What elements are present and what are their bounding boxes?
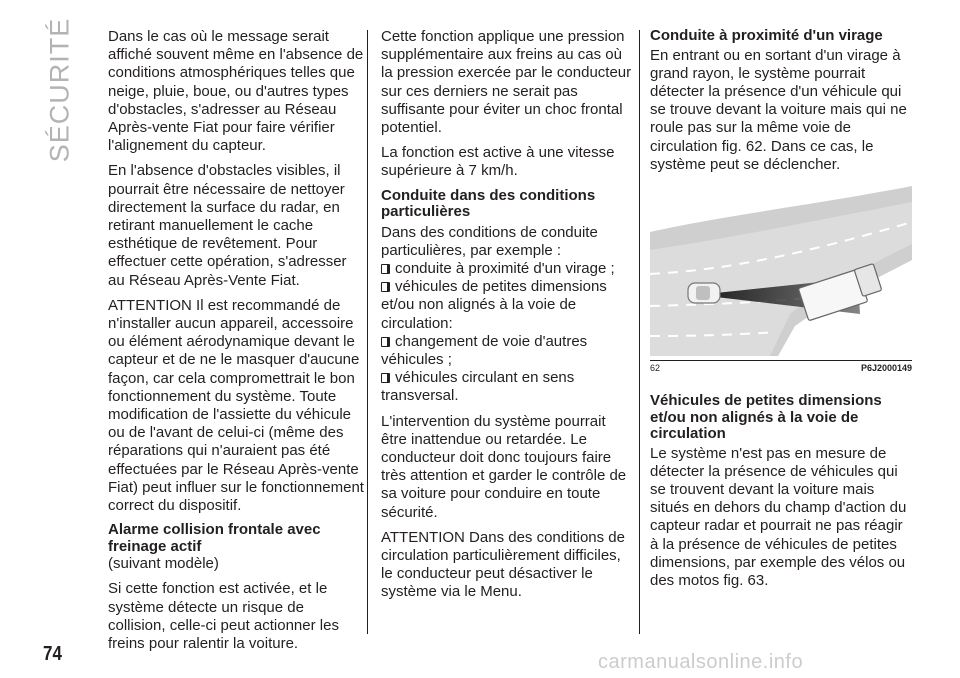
column-divider — [367, 30, 368, 634]
section-subheading: (suivant modèle) — [108, 555, 219, 573]
section-heading: Conduite dans des conditions particulières — [381, 186, 596, 221]
section-heading: Véhicules de petites dimensions et/ou non alignés à la voie de circulation — [650, 392, 882, 442]
bullet-box-icon — [381, 373, 390, 383]
section-heading: Alarme collision frontale avec freinage actif — [108, 521, 321, 555]
bullet-box-icon — [381, 282, 390, 292]
section-title: SÉCURITÉ — [44, 17, 75, 163]
car-icon — [688, 283, 720, 303]
paragraph: Dans le cas où le message serait affiché souvent même en l'absence de conditions atmosphériques telles que neige, pluie, boue, ou d'autres types d'obstacles, s'adresser au Réseau Après-vente Fiat pour faire vérifier l'alignement du capteur. — [108, 28, 364, 155]
paragraph: Le système n'est pas en mesure de détecter la présence de véhicules qui se trouvent devant la voiture mais situés en dehors du champ d'action du capteur radar et pourrait ne pas réagir à la présence de véhicules de petites dimensions, par exemple des vélos ou des motos fig. 63. — [650, 444, 907, 589]
bullet-box-icon — [381, 264, 390, 274]
column-1 — [108, 28, 365, 660]
bullet-box-icon — [381, 337, 390, 347]
paragraph: Si cette fonction est activée, et le système détecte un risque de collision, celle-ci peut actionner les freins pour ralentir la voiture. — [108, 580, 339, 653]
list-item: changement de voie d'autres véhicules ; — [381, 332, 588, 369]
figure-code: P6J2000149 — [860, 363, 912, 373]
figure-number: 62 — [650, 363, 661, 373]
paragraph: En l'absence d'obstacles visibles, il pourrait être nécessaire de nettoyer directement la surface du radar, en retirant manuellement le cache esthétique de revêtement. Pour effectuer cette opération, s'adresser au Réseau Après-Vente Fiat. — [108, 162, 347, 289]
road-curve-illustration — [650, 186, 912, 356]
watermark: carmanualsonline.info — [598, 651, 804, 673]
section-heading: Conduite à proximité d'un virage — [650, 27, 883, 44]
column-3 — [650, 28, 915, 181]
column-2 — [381, 28, 633, 609]
list-item: véhicules de petites dimensions et/ou non alignés à la voie de circulation: — [381, 278, 607, 332]
bullet-list — [381, 224, 633, 406]
list-item: conduite à proximité d'un virage ; — [381, 260, 633, 278]
section-title-vertical — [42, 17, 78, 163]
list-item: véhicules circulant en sens transversal. — [381, 369, 575, 405]
figure-caption — [650, 360, 912, 375]
page-number: 74 — [43, 643, 62, 665]
paragraph: En entrant ou en sortant d'un virage à grand rayon, le système pourrait détecter la présence d'un véhicule qui se trouve devant la voiture mais qui ne roule pas sur la même voie de circulation fig. 62. Dans ce cas, le système peut se déclencher. — [650, 46, 907, 173]
paragraph: La fonction est active à une vitesse supérieure à 7 km/h. — [381, 144, 615, 180]
column-divider — [639, 30, 640, 634]
warning-paragraph: ATTENTION Dans des conditions de circulation particulièrement difficiles, le conducteur peut désactiver le système via le Menu. — [381, 528, 625, 601]
warning-paragraph: ATTENTION Il est recommandé de n'installer aucun appareil, accessoire ou élément aérodynamique devant le capteur et de ne le masquer d'aucune façon, car cela compromettrait le bon fonctionnement du système. Toute modification de l'assiette du véhicule ou de l'avant de celui-ci (même des réparations qui n'auraient pas été effectuées par le Réseau Après-vente Fiat) peut influer sur le fonctionnement correct du dispositif. — [108, 296, 364, 515]
paragraph: L'intervention du système pourrait être inattendue ou retardée. Le conducteur doit donc toujours faire très attention et garder le contrôle de sa voiture pour conduire en toute sécurité. — [381, 412, 627, 521]
column-3-lower — [650, 393, 915, 590]
list-intro: Dans des conditions de conduite particulières, par exemple : — [381, 223, 598, 259]
figure-curve-radar-illustration — [650, 186, 912, 356]
paragraph: Cette fonction applique une pression supplémentaire aux freins au cas où la pression exercée par le conducteur sur ces derniers ne serait pas suffisante pour éviter un choc frontal potentiel. — [381, 28, 632, 137]
